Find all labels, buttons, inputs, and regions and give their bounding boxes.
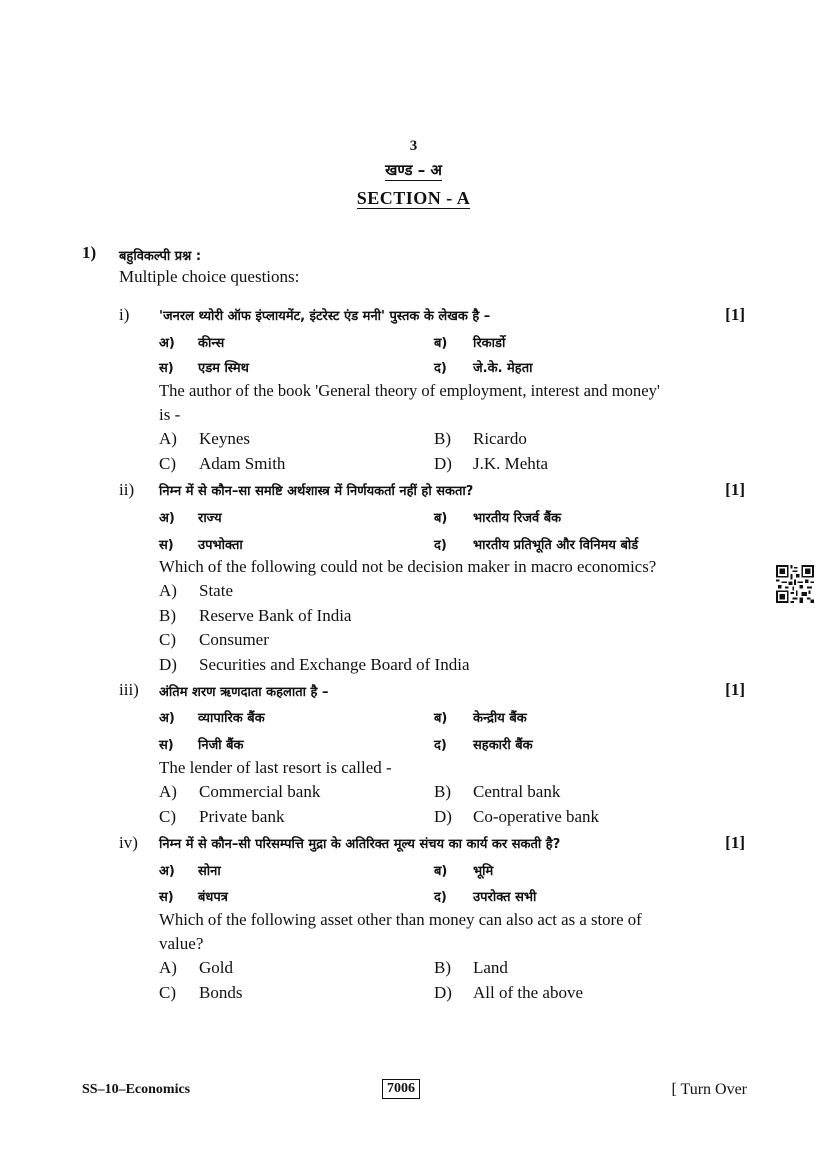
option-letter: B) <box>434 782 451 801</box>
option-text: State <box>199 581 233 600</box>
option-letter: अ) <box>159 864 175 879</box>
option-text: सोना <box>198 864 221 879</box>
sub-question-number: iv) <box>119 833 138 852</box>
section-title: SECTION - A <box>356 188 471 208</box>
option-text: भारतीय प्रतिभूति और विनिमय बोर्ड <box>473 538 639 553</box>
option-text: राज्य <box>198 511 222 526</box>
option-letter: अ) <box>159 336 175 351</box>
qr-code-icon <box>776 565 814 603</box>
option-letter: अ) <box>159 511 175 526</box>
option-text: Ricardo <box>473 429 527 448</box>
option-letter: D) <box>434 807 452 826</box>
option-letter: स) <box>159 890 174 905</box>
question-text-hindi: 'जनरल थ्योरी ऑफ इंप्लायमेंट, इंटरेस्ट एंड मनी' पुस्तक के लेखक है – <box>159 309 491 324</box>
question-text: Which of the following asset other than money can also act as a store of <box>159 910 642 929</box>
option-letter: A) <box>159 581 177 600</box>
option-letter: स) <box>159 538 174 553</box>
option-text: व्यापारिक बैंक <box>198 711 265 726</box>
option-letter: B) <box>434 429 451 448</box>
option-letter: B) <box>434 958 451 977</box>
option-text: Private bank <box>199 807 285 826</box>
option-text: Co-operative bank <box>473 807 600 826</box>
option-letter: द) <box>434 361 447 376</box>
option-letter: B) <box>159 606 176 625</box>
sub-question-number: ii) <box>119 480 135 499</box>
option-letter: C) <box>159 807 176 826</box>
option-text: J.K. Mehta <box>473 454 549 473</box>
paper-code: SS–10–Economics <box>82 1082 191 1097</box>
option-letter: A) <box>159 782 177 801</box>
option-letter: A) <box>159 958 177 977</box>
option-text: Central bank <box>473 782 561 801</box>
marks: [1] <box>725 833 745 852</box>
page-code-box: 7006 <box>382 1079 420 1099</box>
option-letter: D) <box>159 655 177 674</box>
option-text: Consumer <box>199 630 269 649</box>
question-title-hindi: बहुविकल्पी प्रश्न : <box>119 249 202 264</box>
option-text: Gold <box>199 958 233 977</box>
page-number: 3 <box>409 138 418 154</box>
option-letter: स) <box>159 738 174 753</box>
option-letter: C) <box>159 630 176 649</box>
sub-question-number: iii) <box>119 680 139 699</box>
option-text: निजी बैंक <box>198 738 244 753</box>
question-text-hindi: निम्न में से कौन–सा समष्टि अर्थशास्त्र में निर्णयकर्ता नहीं हो सकता? <box>159 484 474 499</box>
question-text: The author of the book 'General theory of employment, interest and money' <box>159 381 660 400</box>
option-text: Keynes <box>199 429 250 448</box>
option-letter: ब) <box>434 511 448 526</box>
turn-over-label: [ Turn Over <box>671 1081 747 1098</box>
question-number: 1) <box>82 243 97 262</box>
marks: [1] <box>725 305 745 324</box>
option-text: बंधपत्र <box>198 890 228 905</box>
option-letter: ब) <box>434 711 448 726</box>
option-letter: ब) <box>434 336 448 351</box>
question-text: is - <box>159 405 181 424</box>
option-letter: द) <box>434 538 447 553</box>
option-letter: स) <box>159 361 174 376</box>
question-text: value? <box>159 934 204 953</box>
option-letter: D) <box>434 454 452 473</box>
option-text: जे.के. मेहता <box>473 361 533 376</box>
option-letter: C) <box>159 454 176 473</box>
option-text: Commercial bank <box>199 782 321 801</box>
option-letter: ब) <box>434 864 448 879</box>
option-text: रिकार्डो <box>473 336 506 351</box>
section-title-hindi: खण्ड – अ <box>385 161 442 179</box>
option-text: कीन्स <box>198 336 225 351</box>
option-text: All of the above <box>473 983 583 1002</box>
option-letter: द) <box>434 738 447 753</box>
question-text: The lender of last resort is called - <box>159 758 392 777</box>
question-title: Multiple choice questions: <box>119 267 300 286</box>
option-text: केन्द्रीय बैंक <box>473 711 527 726</box>
option-text: उपभोक्ता <box>198 538 243 553</box>
option-letter: द) <box>434 890 447 905</box>
option-letter: C) <box>159 983 176 1002</box>
option-text: Bonds <box>199 983 243 1002</box>
marks: [1] <box>725 680 745 699</box>
sub-question-number: i) <box>119 305 130 324</box>
option-text: Land <box>473 958 508 977</box>
option-text: Adam Smith <box>199 454 286 473</box>
option-letter: A) <box>159 429 177 448</box>
option-text: उपरोक्त सभी <box>473 890 537 905</box>
option-letter: अ) <box>159 711 175 726</box>
option-text: एडम स्मिथ <box>198 361 249 376</box>
question-text: Which of the following could not be decision maker in macro economics? <box>159 557 657 576</box>
option-letter: D) <box>434 983 452 1002</box>
marks: [1] <box>725 480 745 499</box>
option-text: भूमि <box>473 864 494 879</box>
question-text-hindi: निम्न में से कौन–सी परिसम्पत्ति मुद्रा के अतिरिक्त मूल्य संचय का कार्य कर सकती है? <box>159 837 561 852</box>
option-text: सहकारी बैंक <box>473 738 533 753</box>
option-text: भारतीय रिजर्व बैंक <box>473 511 562 526</box>
question-text-hindi: अंतिम शरण ऋणदाता कहलाता है – <box>159 685 329 700</box>
option-text: Reserve Bank of India <box>199 606 352 625</box>
option-text: Securities and Exchange Board of India <box>199 655 470 674</box>
